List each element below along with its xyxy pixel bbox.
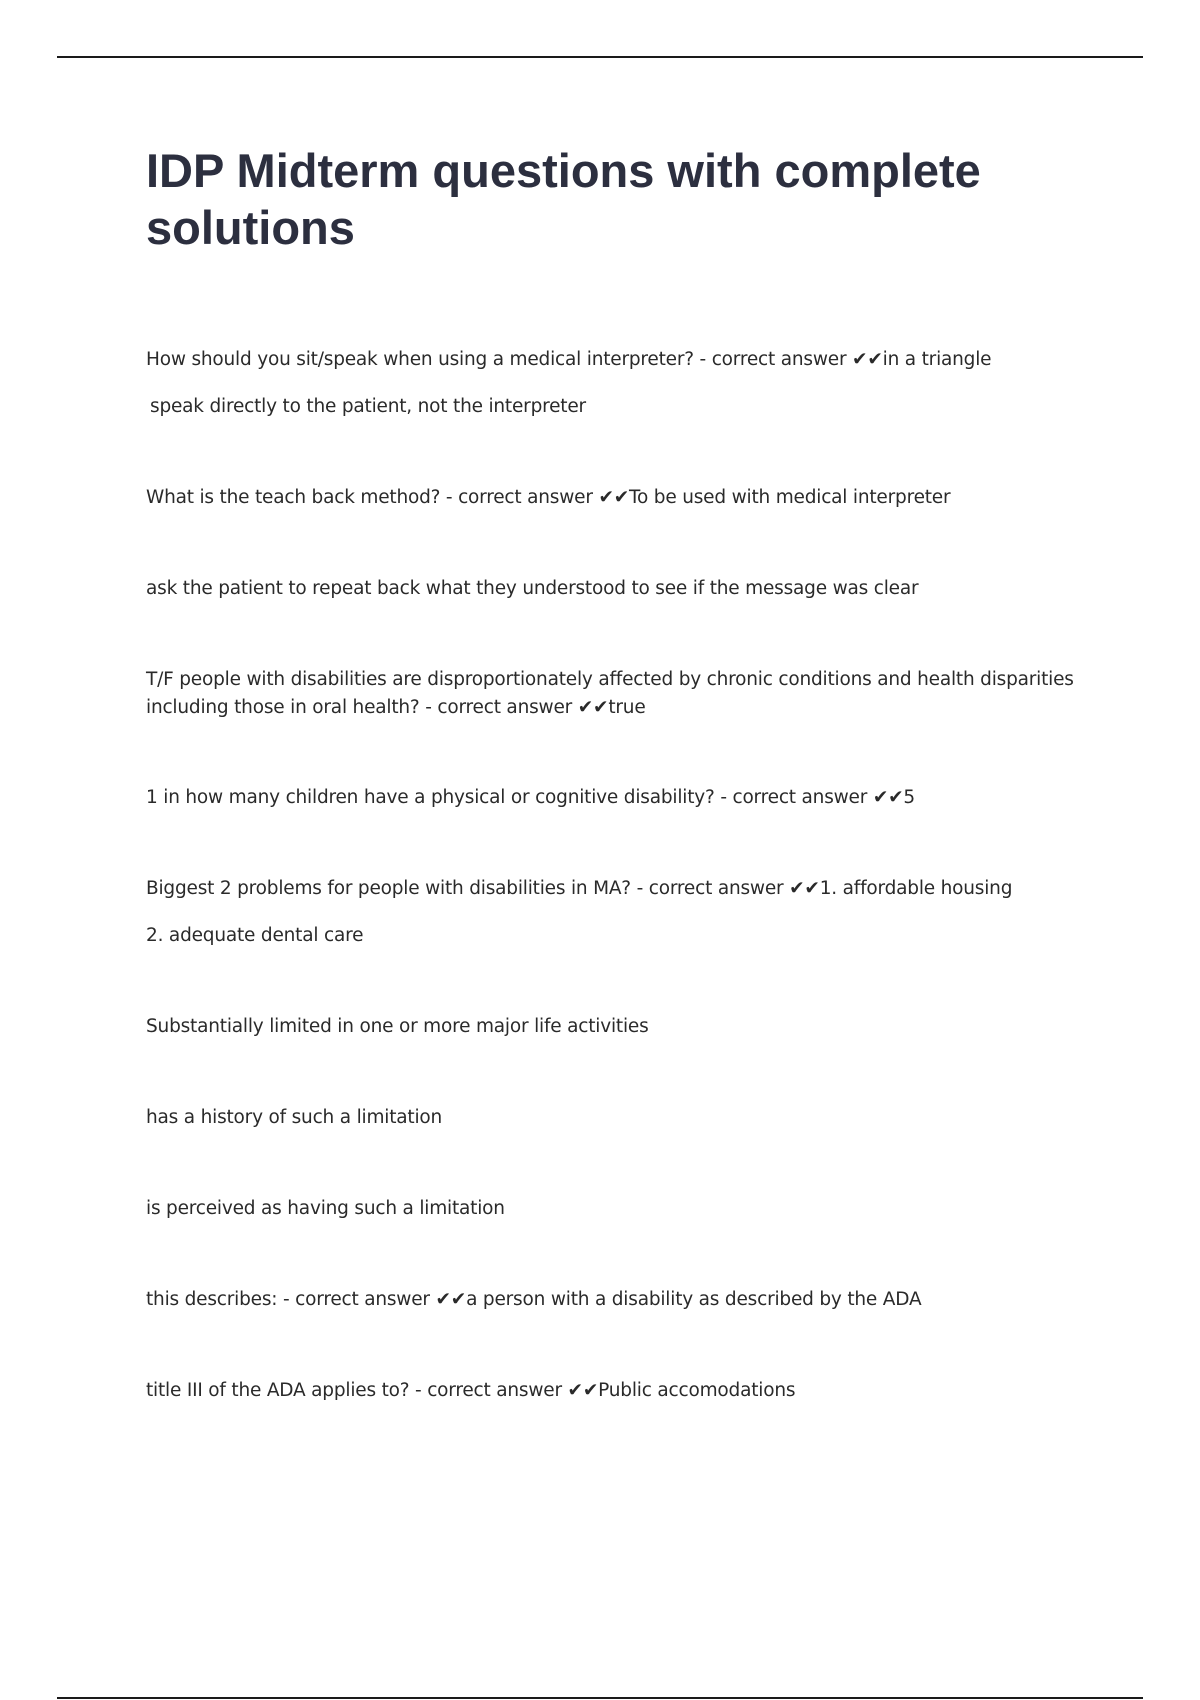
question-disabilities-chronic: T/F people with disabilities are disproportionately affected by chronic conditions and health disparities including those in oral health? - correct answer ✔✔true <box>146 669 1074 718</box>
answer-interpreter-speak-directly: speak directly to the patient, not the interpreter <box>150 396 586 417</box>
definition-line-3: is perceived as having such a limitation <box>146 1198 505 1219</box>
definition-line-2: has a history of such a limitation <box>146 1107 443 1128</box>
document-title: IDP Midterm questions with complete solutions <box>146 144 981 254</box>
question-interpreter-seating: How should you sit/speak when using a medical interpreter? - correct answer ✔✔in a triangle <box>146 349 992 370</box>
question-teach-back: What is the teach back method? - correct answer ✔✔To be used with medical interpreter <box>146 487 951 508</box>
bottom-rule <box>57 1697 1143 1699</box>
question-this-describes: this describes: - correct answer ✔✔a person with a disability as described by the ADA <box>146 1289 922 1310</box>
question-children-disability: 1 in how many children have a physical or cognitive disability? - correct answer ✔✔5 <box>146 787 915 808</box>
answer-teach-back-detail: ask the patient to repeat back what they understood to see if the message was clear <box>146 578 919 599</box>
definition-line-1: Substantially limited in one or more major life activities <box>146 1016 649 1037</box>
question-biggest-problems: Biggest 2 problems for people with disabilities in MA? - correct answer ✔✔1. affordable housing <box>146 878 1013 899</box>
answer-dental-care: 2. adequate dental care <box>146 925 364 946</box>
top-rule <box>57 56 1143 58</box>
question-title-iii: title III of the ADA applies to? - correct answer ✔✔Public accomodations <box>146 1380 796 1401</box>
